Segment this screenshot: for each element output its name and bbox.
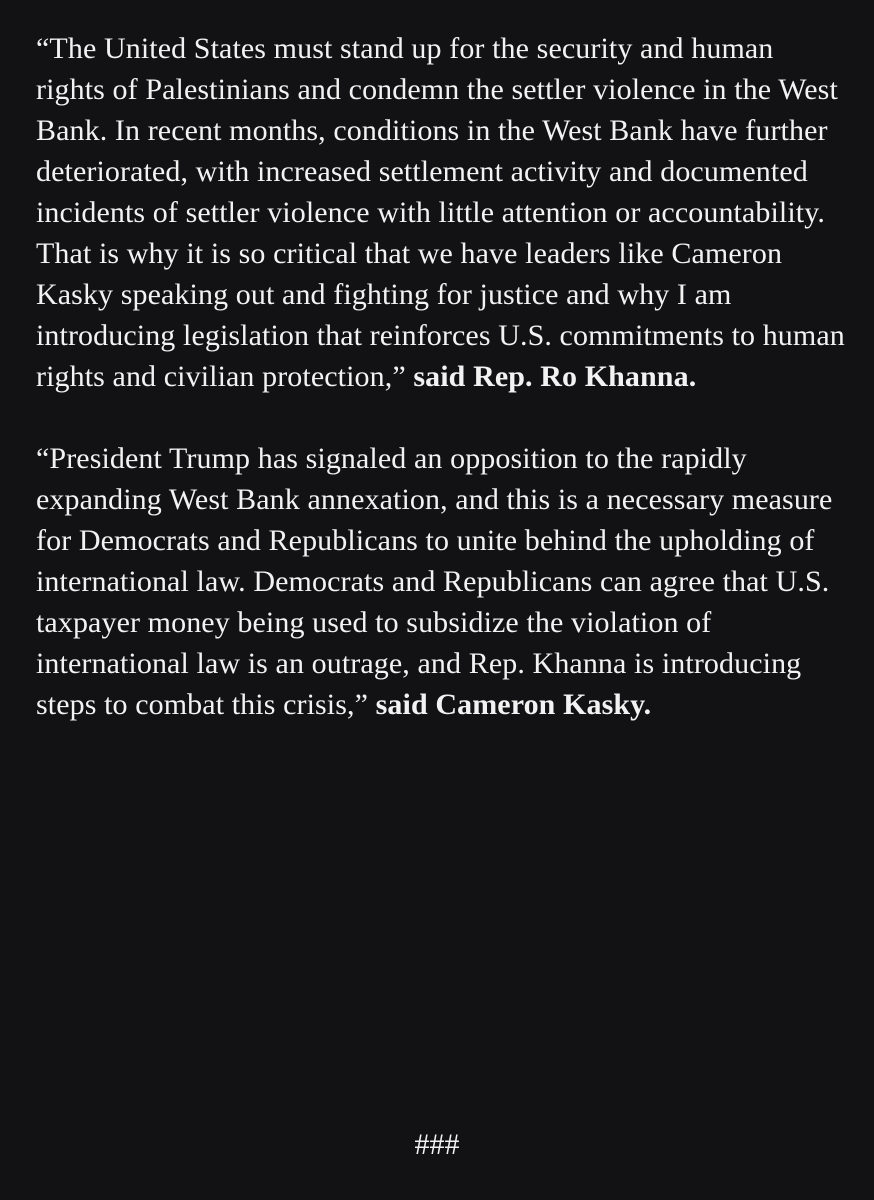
end-of-release-mark: ### [414,1128,460,1161]
kasky-quote-text: “President Trump has signaled an opposition to the rapidly expanding West Bank annexation, and this is a necessary measure for Democrats and Republicans to unite behind the upholding of international law. Democrats and Republicans can agree that U.S. taxpayer money being used to subsidize the violation of international law is an outrage, and Rep. Khanna is introducing steps to combat this crisis,” [36,442,833,721]
press-release-body [36,28,846,766]
kasky-attribution: said Cameron Kasky. [375,688,652,721]
khanna-attribution: said Rep. Ro Khanna. [413,360,697,393]
khanna-quote-text: “The United States must stand up for the security and human rights of Palestinians and condemn the settler violence in the West Bank. In recent months, conditions in the West Bank have further deteriorated, with increased settlement activity and documented incidents of settler violence with little attention or accountability. That is why it is so critical that we have leaders like Cameron Kasky speaking out and fighting for justice and why I am introducing legislation that reinforces U.S. commitments to human rights and civilian protection,” [36,32,845,393]
kasky-quote-paragraph [36,438,846,725]
khanna-quote-paragraph [36,28,846,397]
